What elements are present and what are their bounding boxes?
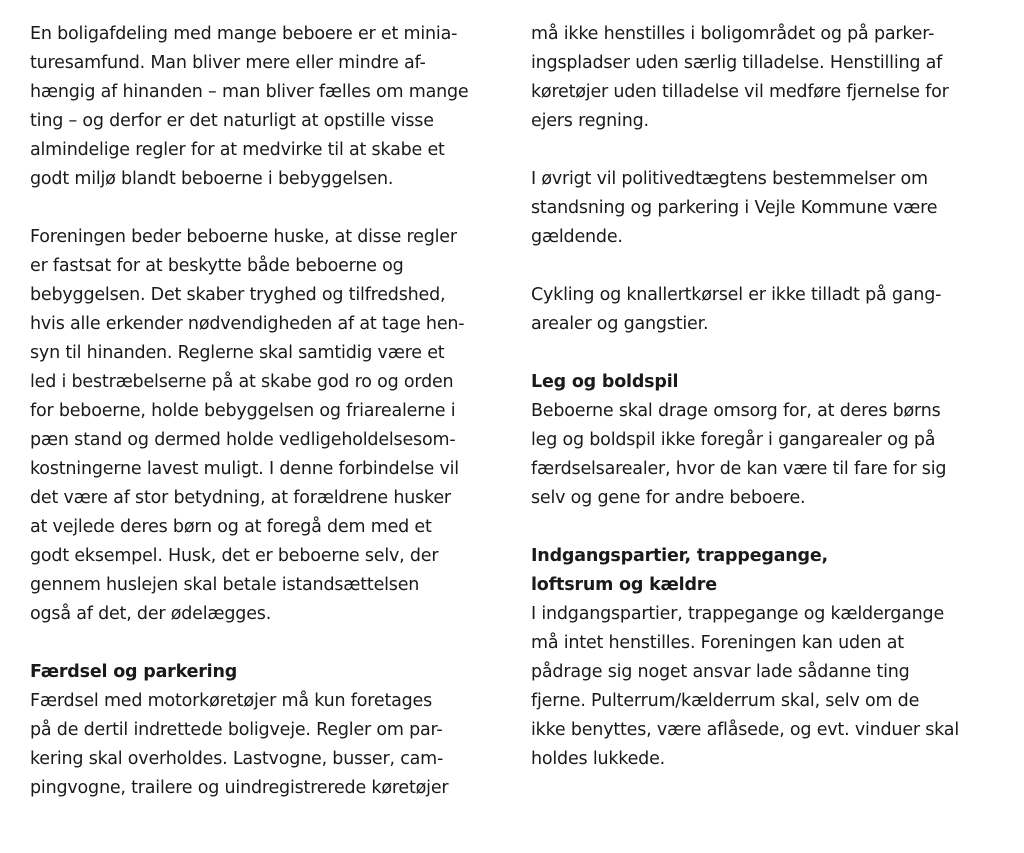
text-line: godt miljø blandt beboerne i bebyggelsen. — [30, 169, 394, 189]
text-line: at vejlede deres børn og at foregå dem med et — [30, 517, 432, 537]
association-paragraph — [30, 223, 510, 629]
left-column — [30, 20, 510, 803]
paragraph-gap — [531, 339, 1011, 368]
text-line: kering skal overholdes. Lastvogne, busser, cam- — [30, 749, 444, 769]
text-line: led i bestræbelserne på at skabe god ro og orden — [30, 372, 454, 392]
section-leg — [531, 368, 1011, 513]
text-line: ting – og derfor er det naturligt at opstille visse — [30, 111, 434, 131]
text-line: bebyggelsen. Det skaber tryghed og tilfredshed, — [30, 285, 446, 305]
text-line: En boligafdeling med mange beboere er et minia- — [30, 24, 458, 44]
text-line: er fastsat for at beskytte både beboerne og — [30, 256, 404, 276]
text-line: Cykling og knallertkørsel er ikke tilladt på gang- — [531, 285, 942, 305]
text-line: gennem huslejen skal betale istandsættelsen — [30, 575, 420, 595]
text-line: pådrage sig noget ansvar lade sådanne ting — [531, 662, 910, 682]
text-line: standsning og parkering i Vejle Kommune være — [531, 198, 938, 218]
parking-continuation-paragraph — [531, 20, 1011, 136]
text-line: for beboerne, holde bebyggelsen og friarealerne i — [30, 401, 456, 421]
section-heading: Leg og boldspil — [531, 372, 679, 392]
police-regulation-paragraph — [531, 165, 1011, 252]
text-line: leg og boldspil ikke foregår i gangarealer og på — [531, 430, 936, 450]
text-line: færdselsarealer, hvor de kan være til fare for sig — [531, 459, 947, 479]
text-line: Færdsel med motorkøretøjer må kun foretages — [30, 691, 433, 711]
text-line: ingspladser uden særlig tilladelse. Henstilling af — [531, 53, 943, 73]
text-line: I øvrigt vil politivedtægtens bestemmelser om — [531, 169, 928, 189]
section-heading: Indgangspartier, trappegange, — [531, 546, 828, 566]
text-line: køretøjer uden tilladelse vil medføre fjernelse for — [531, 82, 949, 102]
section-heading: loftsrum og kældre — [531, 575, 717, 595]
text-line: I indgangspartier, trappegange og kældergange — [531, 604, 945, 624]
intro-paragraph — [30, 20, 510, 194]
paragraph-gap — [531, 513, 1011, 542]
text-line: kostningerne lavest muligt. I denne forbindelse vil — [30, 459, 459, 479]
text-line: også af det, der ødelægges. — [30, 604, 272, 624]
section-heading: Færdsel og parkering — [30, 662, 238, 682]
text-line: godt eksempel. Husk, det er beboerne selv, der — [30, 546, 439, 566]
text-line: pingvogne, trailere og uindregistrerede køretøjer — [30, 778, 449, 798]
paragraph-gap — [531, 252, 1011, 281]
text-line: fjerne. Pulterrum/kælderrum skal, selv om de — [531, 691, 920, 711]
cycling-paragraph — [531, 281, 1011, 339]
text-line: holdes lukkede. — [531, 749, 666, 769]
text-line: ikke benyttes, være aflåsede, og evt. vinduer skal — [531, 720, 959, 740]
paragraph-gap — [30, 194, 510, 223]
section-indgang — [531, 542, 1011, 774]
text-line: på de dertil indrettede boligveje. Regler om par- — [30, 720, 443, 740]
text-line: selv og gene for andre beboere. — [531, 488, 806, 508]
text-line: Beboerne skal drage omsorg for, at deres børns — [531, 401, 941, 421]
text-line: må ikke henstilles i boligområdet og på parker- — [531, 24, 935, 44]
text-line: almindelige regler for at medvirke til at skabe et — [30, 140, 445, 160]
text-line: det være af stor betydning, at forældrene husker — [30, 488, 451, 508]
text-line: turesamfund. Man bliver mere eller mindre af- — [30, 53, 426, 73]
paragraph-gap — [531, 136, 1011, 165]
text-line: gældende. — [531, 227, 623, 247]
text-line: pæn stand og dermed holde vedligeholdelsesom- — [30, 430, 456, 450]
text-line: hængig af hinanden – man bliver fælles om mange — [30, 82, 469, 102]
text-line: Foreningen beder beboerne huske, at disse regler — [30, 227, 457, 247]
section-faerdsel — [30, 658, 510, 803]
text-line: arealer og gangstier. — [531, 314, 709, 334]
text-line: ejers regning. — [531, 111, 649, 131]
text-line: må intet henstilles. Foreningen kan uden at — [531, 633, 904, 653]
text-line: syn til hinanden. Reglerne skal samtidig være et — [30, 343, 445, 363]
paragraph-gap — [30, 629, 510, 658]
text-line: hvis alle erkender nødvendigheden af at tage hen- — [30, 314, 465, 334]
right-column — [531, 20, 1011, 774]
